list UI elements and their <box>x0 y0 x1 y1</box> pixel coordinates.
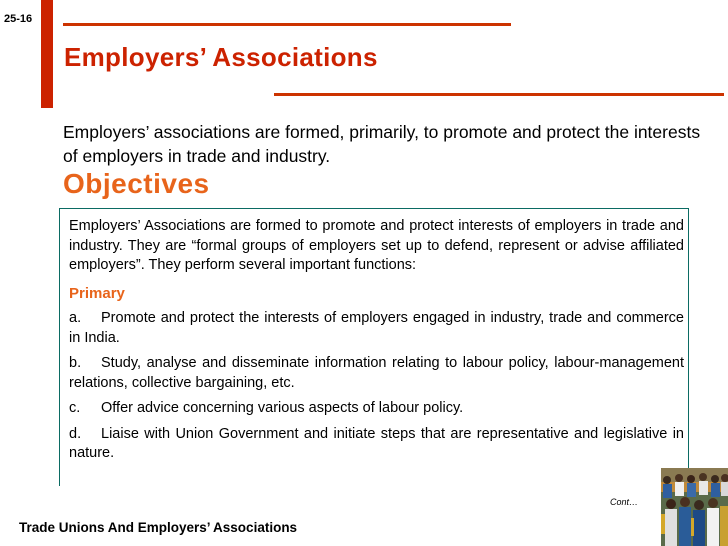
primary-heading: Primary <box>69 284 125 302</box>
list-item-letter: c. <box>69 400 81 416</box>
objectives-heading: Objectives <box>63 168 210 199</box>
footer-title: Trade Unions And Employers’ Associations <box>19 520 298 535</box>
crowd-photo-image <box>661 468 728 546</box>
list-item <box>69 399 684 419</box>
page-title: Employers’ Associations <box>64 42 378 72</box>
list-item-letter: b. <box>69 355 82 371</box>
list-item-text: Offer advice concerning various aspects of labour policy. <box>101 400 464 416</box>
list-item-letter: a. <box>69 310 82 326</box>
list-item <box>69 425 684 464</box>
list-item-text: Promote and protect the interests of employers engaged in industry, trade and commerce in India. <box>69 310 684 346</box>
continued-label: Cont… <box>610 497 639 507</box>
objectives-box <box>59 208 689 486</box>
list-item-letter: d. <box>69 425 82 442</box>
list-item <box>69 354 684 393</box>
box-description: Employers’ Associations are formed to promote and protect interests of employers in trade and industry. They are “formal groups of employers set up to defend, represent or advise affiliated employers”. They perform several important functions: <box>69 218 684 273</box>
title-divider <box>274 93 724 96</box>
list-item-text: Liaise with Union Government and initiate steps that are representative and legislative in nature. <box>69 425 684 461</box>
left-accent-bar <box>41 0 53 108</box>
list-item <box>69 309 684 348</box>
slide-number: 25-16 <box>4 13 33 25</box>
intro-text: Employers’ associations are formed, primarily, to promote and protect the interests of employers in trade and industry. <box>63 122 701 166</box>
top-divider <box>63 23 511 26</box>
list-item-text: Study, analyse and disseminate information relating to labour policy, labour-management relations, collective bargaining, etc. <box>69 355 684 391</box>
